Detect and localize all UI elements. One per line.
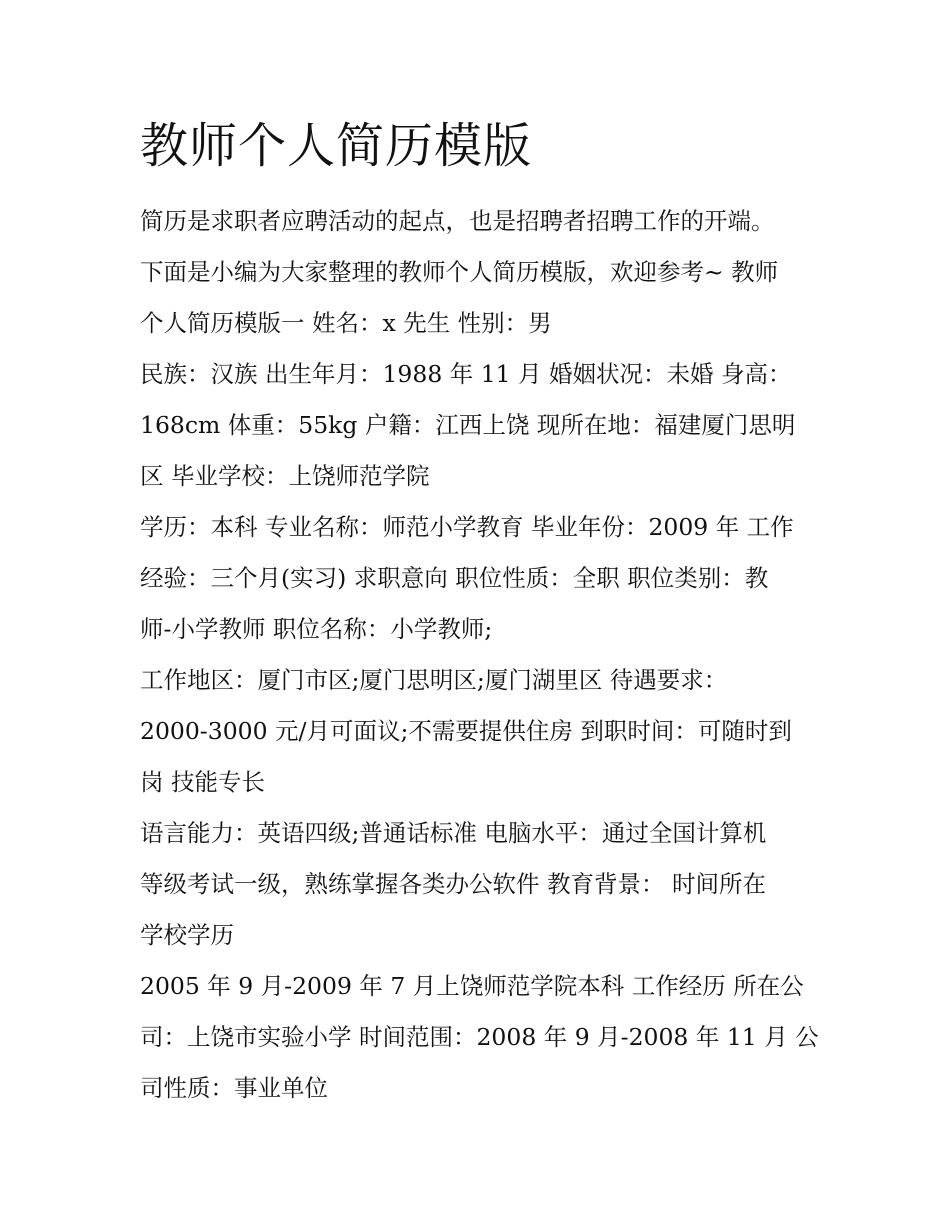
body-line: 168cm 体重：55kg 户籍：江西上饶 现所在地：福建厦门思明 [140, 411, 796, 439]
body-line: 语言能力：英语四级;普通话标准 电脑水平：通过全国计算机 [140, 819, 767, 847]
body-line: 民族：汉族 出生年月：1988 年 11 月 婚姻状况：未婚 身高： [140, 360, 792, 388]
body-line: 司：上饶市实验小学 时间范围：2008 年 9 月-2008 年 11 月 公 [140, 1023, 819, 1051]
body-line: 经验：三个月(实习) 求职意向 职位性质：全职 职位类别：教 [140, 564, 769, 592]
body-line: 区 毕业学校：上饶师范学院 [140, 462, 430, 490]
document-title: 教师个人简历模版 [140, 118, 533, 174]
body-line: 学历：本科 专业名称：师范小学教育 毕业年份：2009 年 工作 [140, 513, 794, 541]
body-line: 学校学历 [140, 921, 234, 949]
body-line: 个人简历模版一 姓名：x 先生 性别：男 [140, 309, 552, 337]
body-line: 2000-3000 元/月可面议;不需要提供住房 到职时间：可随时到 [140, 717, 792, 745]
document-body [140, 196, 820, 1114]
body-line: 岗 技能专长 [140, 768, 265, 796]
body-line: 师-小学教师 职位名称：小学教师; [140, 615, 493, 643]
body-line: 司性质：事业单位 [140, 1074, 328, 1102]
body-line: 等级考试一级，熟练掌握各类办公软件 教育背景： 时间所在 [140, 870, 766, 898]
body-line: 下面是小编为大家整理的教师个人简历模版，欢迎参考~ 教师 [140, 258, 779, 286]
body-line: 工作地区：厦门市区;厦门思明区;厦门湖里区 待遇要求： [140, 666, 728, 694]
body-line: 2005 年 9 月-2009 年 7 月上饶师范学院本科 工作经历 所在公 [140, 972, 804, 1000]
body-line: 简历是求职者应聘活动的起点，也是招聘者招聘工作的开端。 [140, 207, 775, 235]
